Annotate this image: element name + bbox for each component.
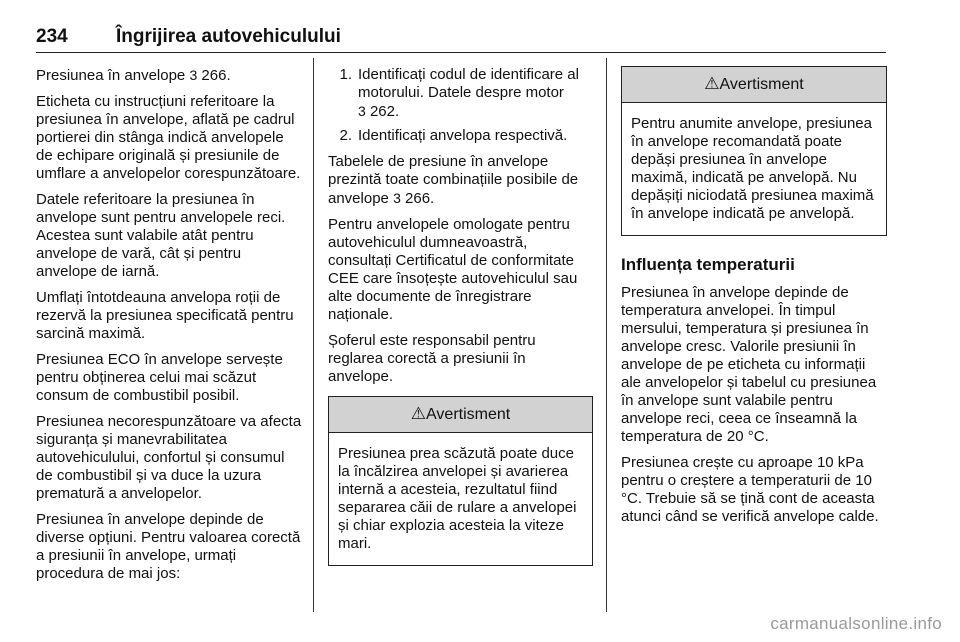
list-item: 1. Identificați codul de identificare al motorului. Datele despre motor 3 262. — [339, 66, 579, 120]
column-divider — [606, 58, 607, 612]
page-ref-link[interactable]: 266. — [405, 190, 435, 207]
list-item: 2. Identificați anvelopa respectivă. — [339, 127, 568, 144]
watermark: carmanualsonline.info — [770, 614, 942, 633]
paragraph: Presiunea necorespunzătoare va afecta siguranța și manevrabilitatea autovehiculului, confortul și consumul de combustibil și va duce la uzura prematură a anvelopelor. — [36, 413, 302, 502]
paragraph: Presiunea în anvelope depinde de diverse opțiuni. Pentru valoarea corectă a presiunii în anvelope, urmați procedura de mai jos: — [36, 511, 301, 582]
column-left — [36, 66, 304, 591]
paragraph: Datele referitoare la presiunea în anvelope sunt pentru anvelopele reci. Acestea sunt valabile atât pentru anvelope de vară, cât și pentru anvelope de iarnă. — [36, 191, 286, 280]
column-right — [621, 66, 887, 534]
paragraph: Presiunea în anvelope depinde de temperatura anvelopei. În timpul mersului, temperatura și presiunea în anvelope cresc. Valorile presiunii în anvelope de pe eticheta cu informații ale anvelopelor și tabelul cu presiunea în anvelope sunt valabile pentru anvelope reci, ceea ce înseamnă la temperatura de 20 °C. — [621, 284, 877, 445]
steps-list — [328, 66, 593, 145]
chapter-title: Îngrijirea autovehiculului — [116, 26, 341, 47]
warning-icon: ⚠ — [704, 74, 720, 93]
warning-icon: ⚠ — [410, 404, 427, 423]
ref-arrow-icon: 3 — [358, 103, 366, 119]
page-header — [36, 20, 886, 53]
page-ref-link[interactable]: 266. — [201, 67, 231, 84]
page-number: 234 — [36, 26, 68, 47]
ref-arrow-icon: 3 — [393, 190, 401, 206]
warning-box — [621, 66, 887, 236]
paragraph: Eticheta cu instrucțiuni referitoare la presiunea în anvelope, aflată pe cadrul portierei din stânga indică anvelopele de echipare originală și presiunile de umflare a anvelopelor corespunzătoare. — [36, 93, 301, 182]
paragraph: Umflați întotdeauna anvelopa roții de rezervă la presiunea specificată pentru sarcină maximă. — [36, 289, 294, 342]
warning-text: Pentru anumite anvelope, presiunea în anvelope recomandată poate depăși presiunea în anvelope maximă, indicată pe anvelopă. Nu depășiți niciodată presiunea maximă în anvelope indicată pe anvelopă. — [631, 115, 874, 222]
paragraph: Tabelele de presiune în anvelope prezintă toate combinațiile posibile de anvelope 3 266. — [328, 153, 579, 207]
warning-text: Presiunea prea scăzută poate duce la încălzirea anvelopei și avarierea internă a acesteia, rezultatul fiind separarea căii de rulare a anvelopei și chiar explozia acesteia la viteze mari. — [338, 445, 577, 552]
warning-header: ⚠Avertisment — [329, 397, 592, 433]
warning-box — [328, 396, 593, 566]
column-middle — [328, 66, 593, 574]
paragraph: Șoferul este responsabil pentru reglarea corectă a presiunii în anvelope. — [328, 332, 536, 385]
warning-header: ⚠Avertisment — [622, 67, 886, 103]
paragraph: Presiunea ECO în anvelope servește pentru obținerea celui mai scăzut consum de combustibil posibil. — [36, 351, 283, 404]
paragraph: Presiunea crește cu aproape 10 kPa pentru o creștere a temperaturii de 10 °C. Trebuie să se țină cont de aceasta atunci când se verifică anvelope calde. — [621, 454, 879, 525]
paragraph: Pentru anvelopele omologate pentru autovehiculul dumneavoastră, consultați Certificatul de conformitate CEE care însoțește autovehiculul sau alte documente de înregistrare naționale. — [328, 216, 578, 323]
column-divider — [313, 58, 314, 612]
page-ref-link[interactable]: 262. — [369, 103, 400, 120]
paragraph: Presiunea în anvelope 3 266. — [36, 67, 231, 84]
ref-arrow-icon: 3 — [189, 67, 198, 83]
section-heading: Influența temperaturii — [621, 255, 795, 274]
